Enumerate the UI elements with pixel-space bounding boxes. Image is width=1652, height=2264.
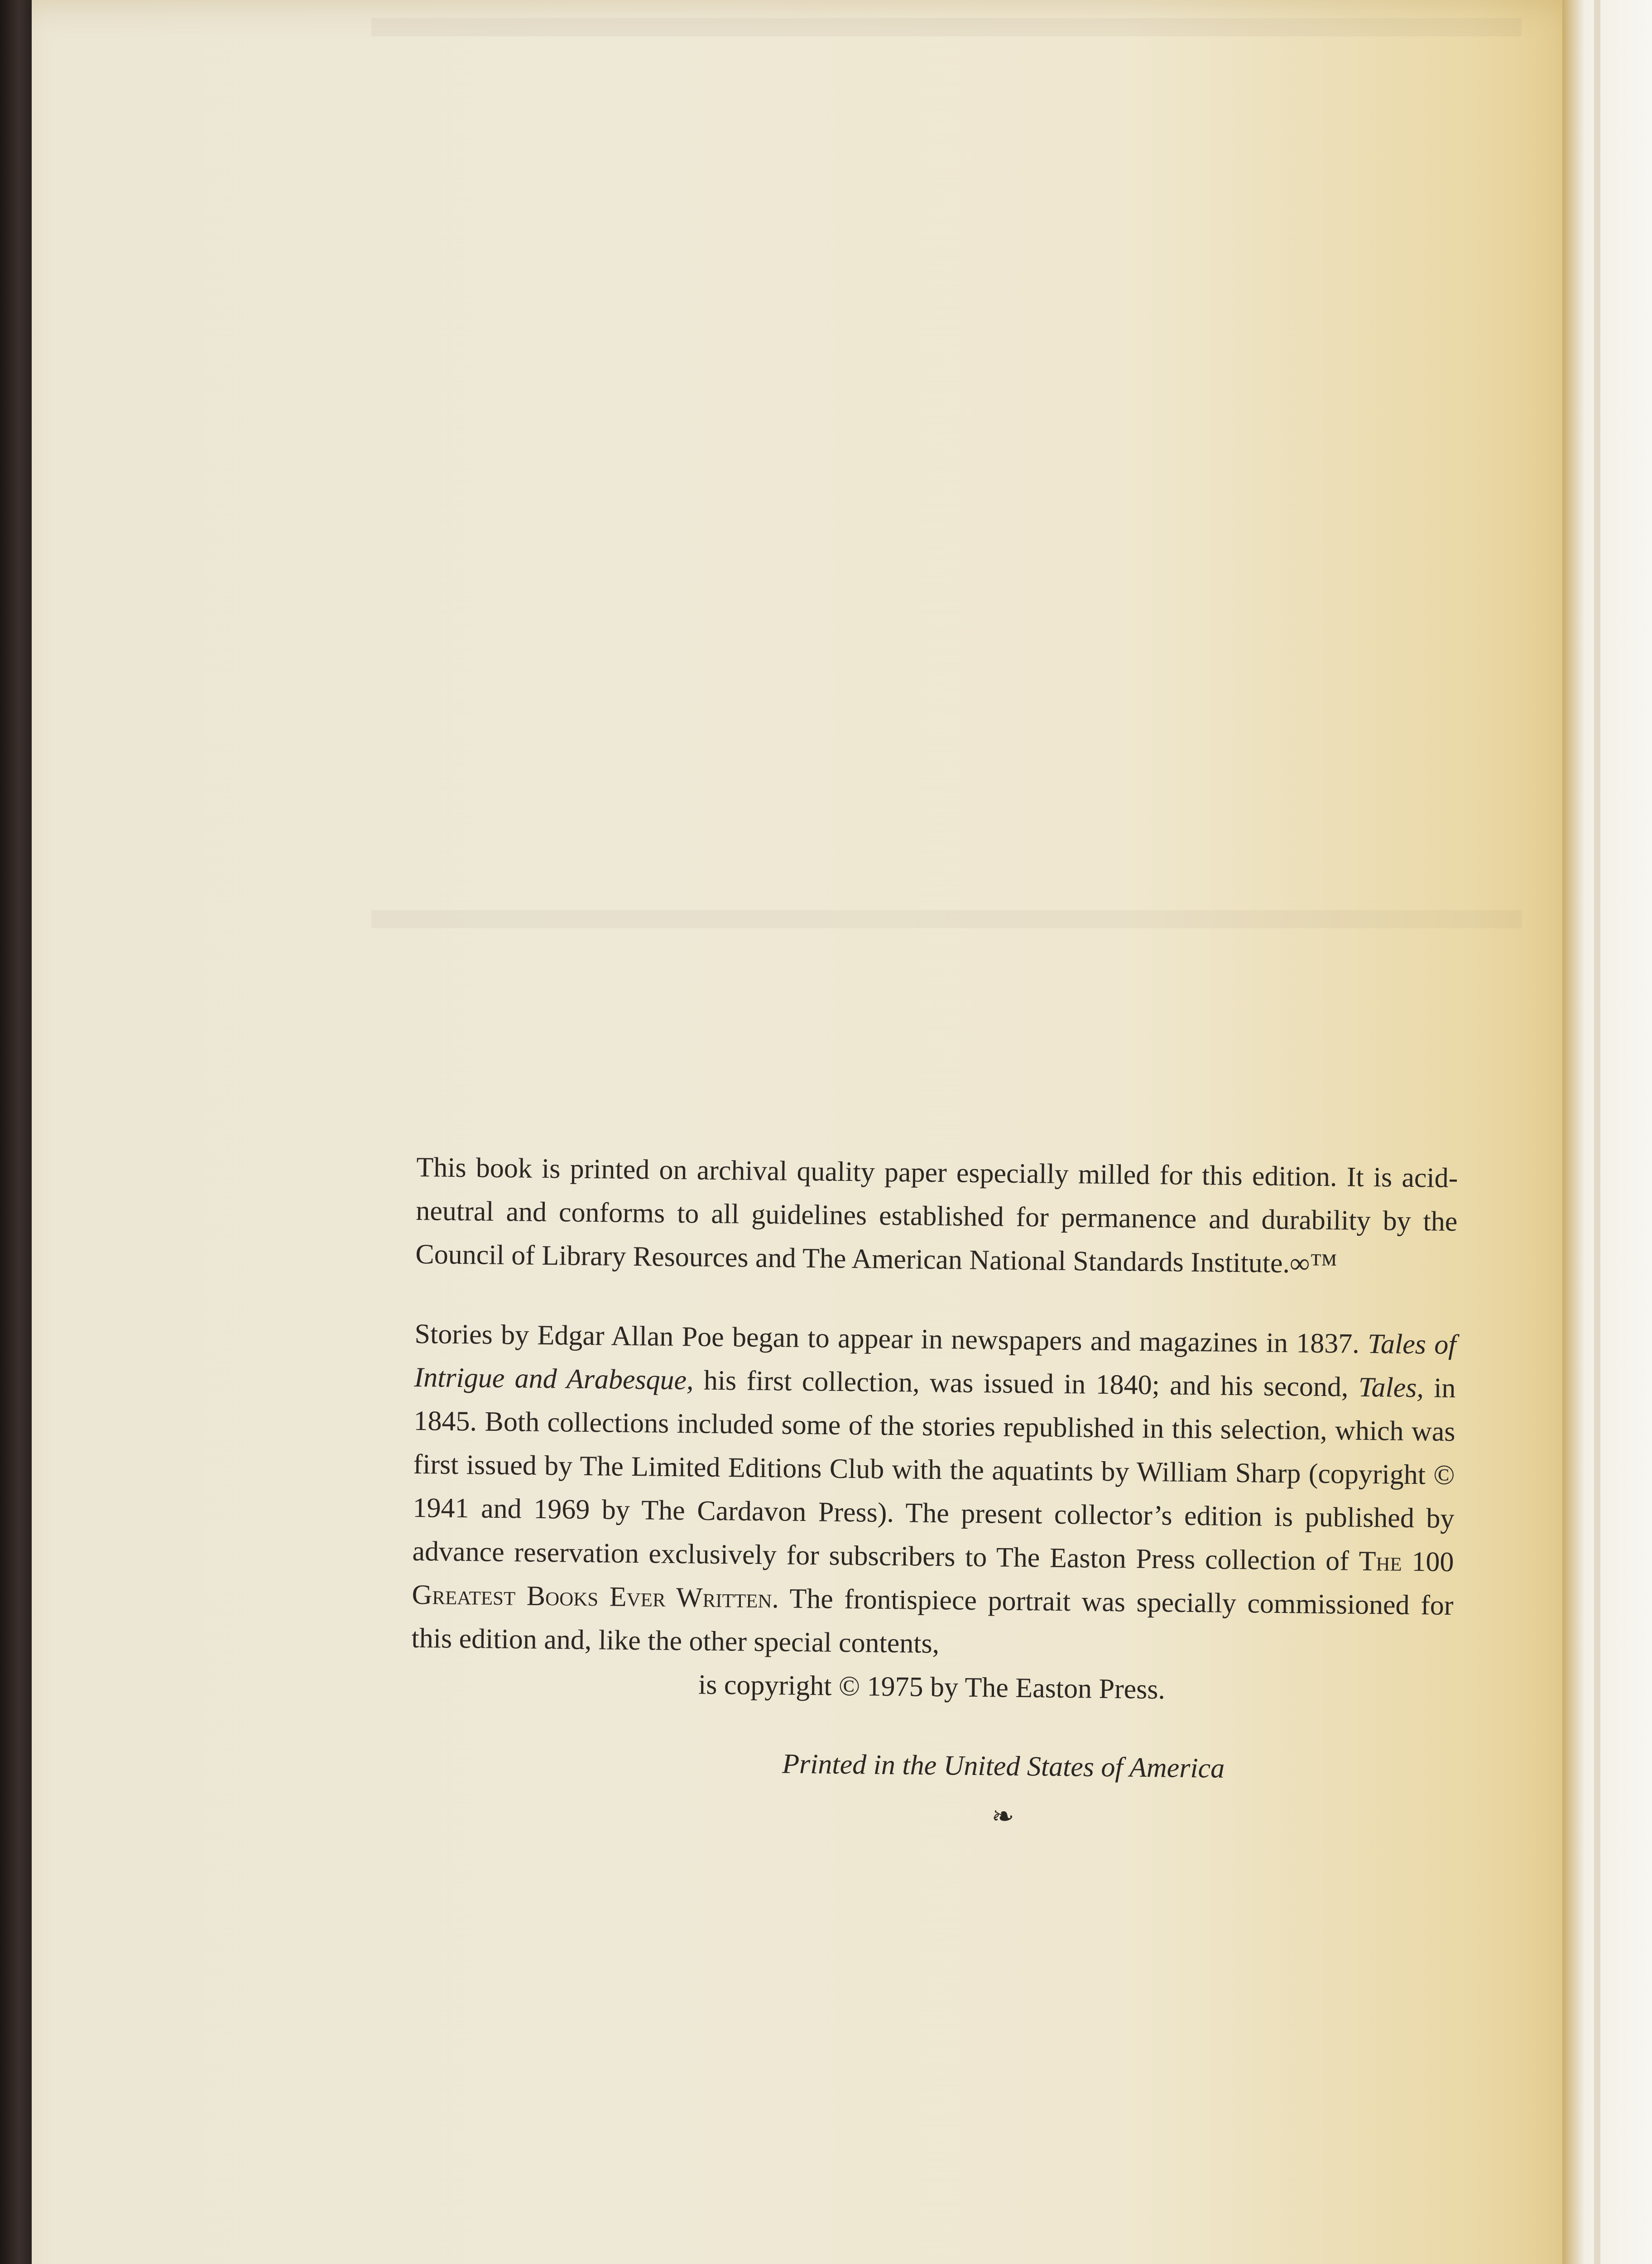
colophon-page	[32, 0, 1594, 2264]
ornament-icon: ❧	[991, 1801, 1015, 1832]
archival-text: This book is printed on archival quality paper especially milled for this edition. It is acid-neutral and conforms to all guidelines established for permanence and durability by the Council of Library Resources and The American National Standards Institute.	[415, 1151, 1458, 1279]
history-text: Stories by Edgar Allan Poe began to appear in newspapers and magazines in 1837.	[414, 1318, 1368, 1360]
printed-in-line: Printed in the United States of America	[782, 1748, 1225, 1784]
book-title-italic: Tales,	[1358, 1372, 1424, 1404]
page-shadow-strip	[1594, 0, 1600, 2264]
history-text: The frontispiece portrait was specially commissioned for this edition and, like the other special contents,	[411, 1583, 1454, 1660]
colophon-text	[409, 1146, 1458, 1837]
show-through-line	[371, 18, 1522, 36]
archival-paper-paragraph	[415, 1146, 1458, 1287]
copyright-line: is copyright © 1975 by The Easton Press.	[698, 1669, 1166, 1705]
history-text: his first collection, was issued in 1840; and his second,	[693, 1365, 1359, 1403]
permanence-symbol: ∞™	[1289, 1248, 1338, 1280]
book-cover-edge	[0, 0, 32, 2264]
collection-title: The 100 Greatest Books Ever Written.	[412, 1545, 1454, 1614]
book-title-italic: Tales of Intrigue and Arabesque,	[414, 1329, 1456, 1396]
publication-history-paragraph	[411, 1312, 1456, 1714]
show-through-line	[371, 910, 1522, 928]
facing-page-edge	[1562, 0, 1652, 2264]
history-text: in 1845. Both collections included some of the stories republished in this selection, which was first issued by The Limited Editions Club with the aquatints by William Sharp (copyright © 1941 and 1969 by The Cardavon Press). The present collector’s edition is published by advance reservation exclusively for subscribers to The Easton Press collection of	[412, 1372, 1456, 1577]
